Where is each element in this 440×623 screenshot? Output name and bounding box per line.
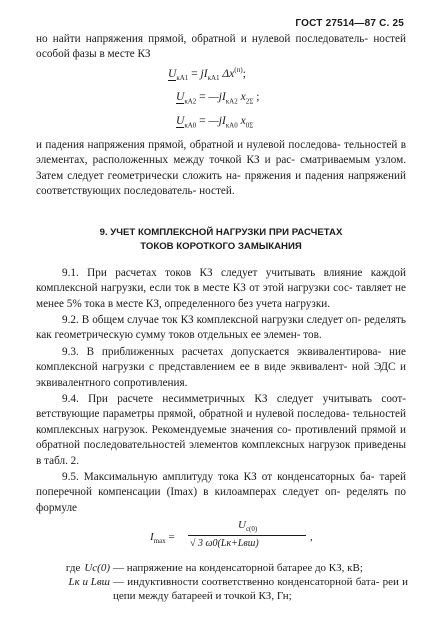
formula-voltage-zero: $U_{кА0}$ = $—jI_{кА0}$ $x_{0\Sigma}$ [176,115,254,130]
definitions-continued [36,575,408,623]
imax-numerator-sub: c(0) [245,525,258,534]
definition-symbol-inductance [36,575,110,589]
formula-1-reactance: Δx [222,67,235,80]
definition-lead: где [65,562,81,574]
formula-voltage-negative: $U_{кА2}$ = $—jI_{кА2}$ $x_{2\Sigma}$ ; [176,91,260,106]
formula-2-reactance: x [240,91,246,103]
paragraph-9-3: 9.3. В приближенных расчетах допускается эквивалентирова- ние комплексной нагрузки с представлением ее в виде эквивалент- ной ЭДС и эквивалентного сопротивления. [36,346,406,389]
imax-equals: = [165,531,175,543]
definition-text-voltage [113,561,408,575]
paragraph-9-4: 9.4. При расчете несимметричных КЗ следует учитывать соот- ветствующие параметры прямой, обратной и нулевой последова- тельностей комплексных нагрузок. Рекомендуемые значения со- противлений прямой и обратной последовательностей элементов комплексных нагрузок приведены в табл. 2. [36,393,406,467]
formula-2-current: —jI [208,91,226,103]
formula-2-lhs: U [176,91,185,103]
imax-end: , [310,531,313,543]
formula-1-lhs-sub: кА1 [176,74,189,83]
imax-lhs-sub: max [153,537,166,546]
formula-1-end: ; [242,67,246,80]
formula-3-current-sub: кА0 [225,121,238,130]
paragraph-9-5: 9.5. Максимальную амплитуду тока КЗ от конденсаторных ба- тарей поперечной компенсации (Imax) в килоамперах следует оп- ределять по формуле [36,471,406,514]
formula-2-lhs-sub: кА2 [184,97,197,106]
formula-2-current-sub: кА2 [225,97,238,106]
formula-1-reactance-sup: (п) [234,66,243,74]
formula-3-reactance-sub: 0Σ [245,121,254,130]
definition-sym: Lк и Lвш [68,576,110,588]
page-header: ГОСТ 27514—87 С. 25 [295,18,404,29]
imax-denominator: √ 3 ω0(Lк+Lвш) [190,538,259,549]
formula-2-end: ; [253,91,260,103]
formula-2-reactance-sub: 2Σ [245,97,254,106]
imax-fraction-bar [188,535,306,536]
definition-body: индуктивности соответственно конденсаторной бата- реи и цепи между батареей и точкой КЗ, Гн; [113,576,408,602]
intro-paragraph: но найти напряжения прямой, обратной и нулевой последователь- ностей особой фазы в месте КЗ [36,33,406,61]
definition-text-inductance [113,575,408,603]
definition-symbol-voltage [36,561,110,575]
formula-3-lhs: U [176,115,185,127]
imax-lhs [150,531,175,545]
definition-dash: — [113,562,124,574]
formula-3-lhs-sub: кА0 [184,121,197,130]
imax-formula [150,519,320,559]
imax-numerator-symbol: U [238,519,246,531]
paragraph-9-1: 9.1. При расчетах токов КЗ следует учитывать влияние каждой комплексной нагрузки, если ток в месте КЗ от этой нагрузки сос- тавляет не менее 5% тока в месте КЗ, определенного без учета нагрузки. [36,267,406,310]
definition-body: напряжение на конденсаторной батарее до КЗ, кВ; [126,562,363,574]
formula-3-current: —jI [208,115,226,127]
formula-1-current-sub: кА1 [207,74,220,83]
section-title-line-1: 9. УЧЕТ КОМПЛЕКСНОЙ НАГРУЗКИ ПРИ РАСЧЕТАХ [99,227,343,238]
formula-3-reactance: x [240,115,246,127]
paragraph-9-2: 9.2. В общем случае ток КЗ комплексной нагрузки следует оп- ределять как геометрическую сумму токов отдельных ее элемен- тов. [36,314,406,342]
section-title-line-2: ТОКОВ КОРОТКОГО ЗАМЫКАНИЯ [140,241,302,252]
definition-dash: — [113,576,124,588]
imax-numerator [238,519,257,533]
after-formulas-paragraph: и падения напряжения прямой, обратной и нулевой последова- тельностей в элементах, расположенных между точкой КЗ и рас- сматриваемым узлом. Затем следует геометрически сложить на- пряжения и падения напряжений соответствующих последователь- ностей. [36,139,406,198]
formula-voltage-positive: $U_{кА1} = jI_{кА1}$ $\Delta x^{(п)}$; [168,66,246,83]
definition-sym: Uc(0) [84,562,110,574]
imax-lhs-symbol: I [150,531,154,543]
formula-1-lhs: U [168,67,177,80]
formula-1-current: jI [200,67,208,80]
